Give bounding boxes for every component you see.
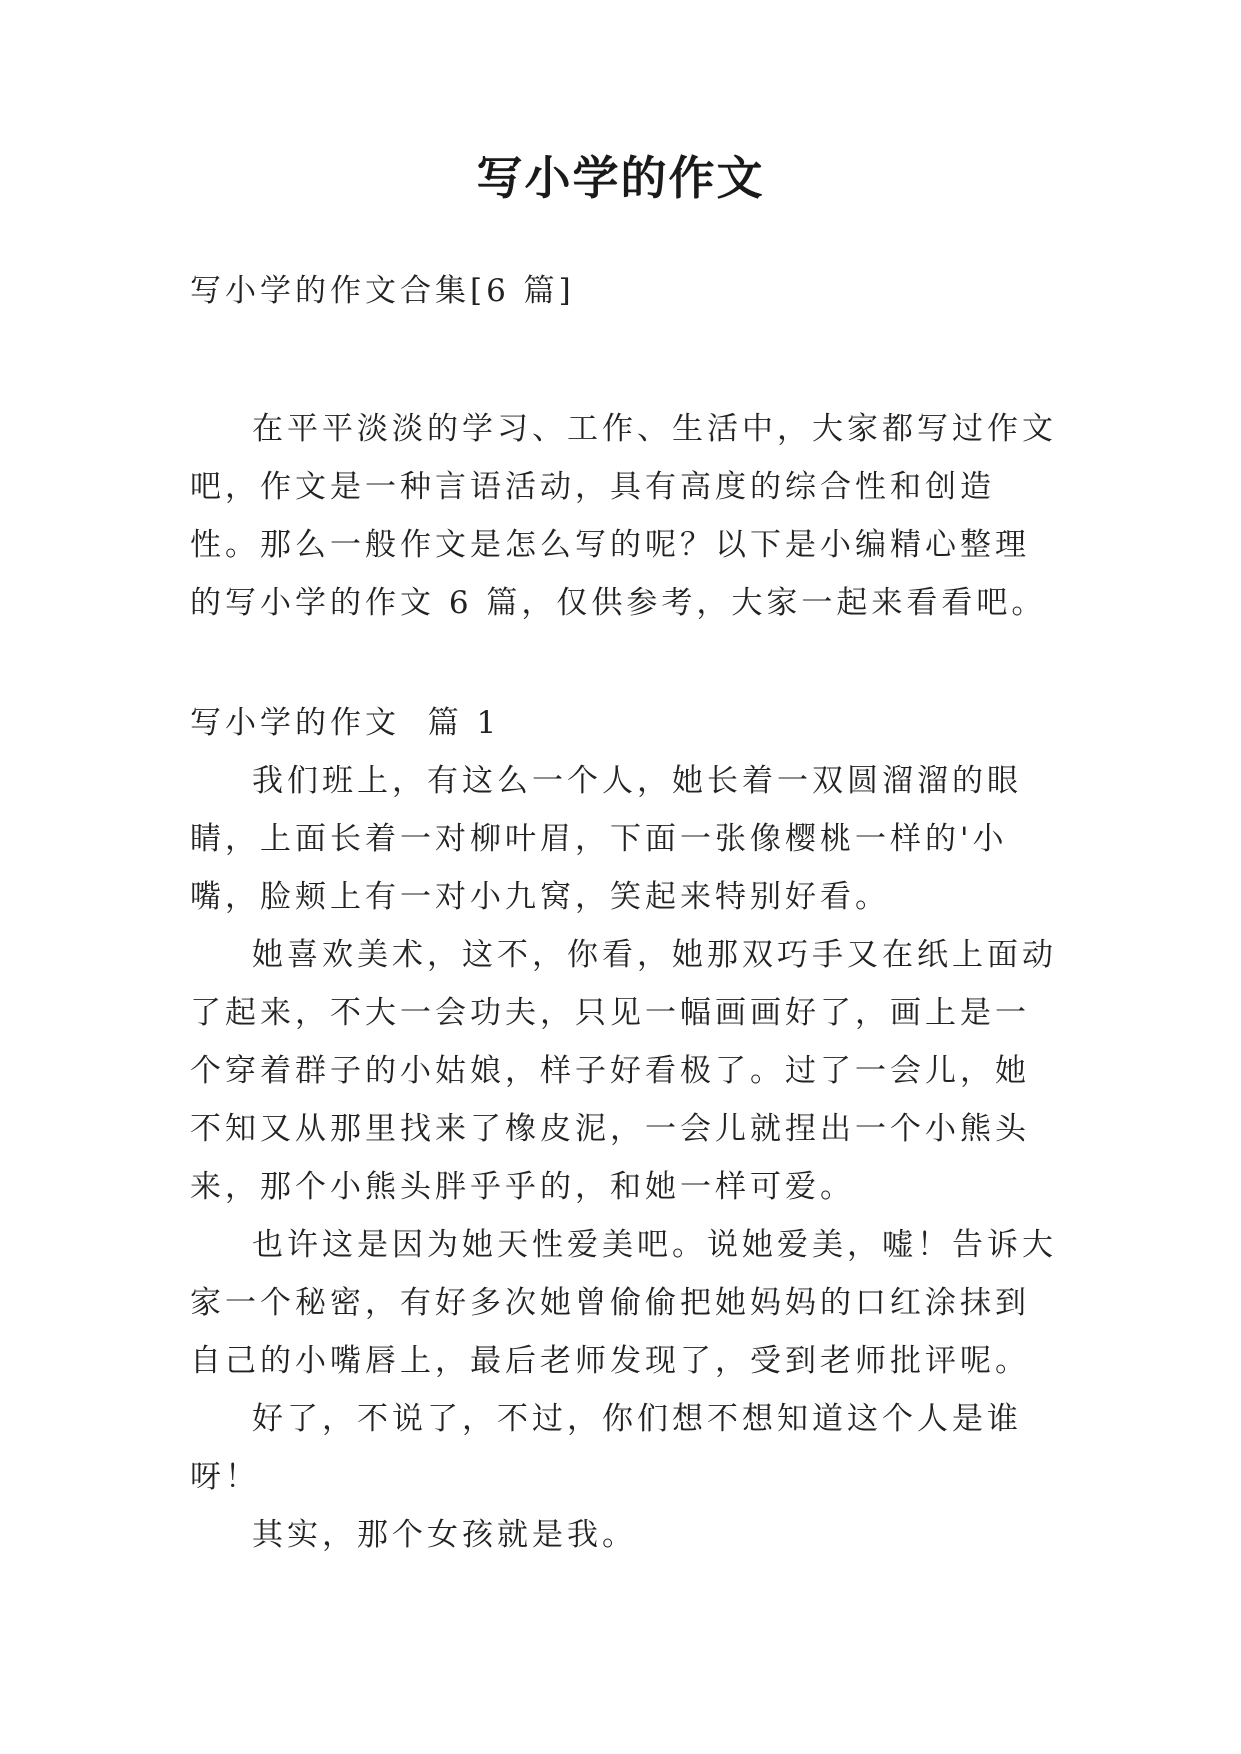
document-title: 写小学的作文 bbox=[476, 151, 765, 205]
collection-subtitle: 写小学的作文合集[6 篇] bbox=[190, 273, 575, 309]
section-body bbox=[190, 752, 1060, 1564]
body-paragraph: 她喜欢美术，这不，你看，她那双巧手又在纸上面动了起来，不大一会功夫，只见一幅画画好了，画上是一个穿着群子的小姑娘，样子好看极了。过了一会儿，她不知又从那里找来了橡皮泥，一会儿就捏出一个小熊头来，那个小熊头胖乎乎的，和她一样可爱。 bbox=[190, 937, 1057, 1205]
body-paragraph: 其实，那个女孩就是我。 bbox=[252, 1517, 637, 1553]
section-heading: 写小学的作文 篇 1 bbox=[190, 705, 501, 741]
intro-paragraph: 在平平淡淡的学习、工作、生活中，大家都写过作文吧，作文是一种言语活动，具有高度的综合性和创造性。那么一般作文是怎么写的呢？以下是小编精心整理的写小学的作文 6 篇，仅供参考，大家一起来看看吧。 bbox=[190, 411, 1057, 621]
body-paragraph: 也许这是因为她天性爱美吧。说她爱美，嘘！告诉大家一个秘密，有好多次她曾偷偷把她妈妈的口红涂抹到自己的小嘴唇上，最后老师发现了，受到老师批评呢。 bbox=[190, 1227, 1057, 1379]
body-paragraph: 我们班上，有这么一个人，她长着一双圆溜溜的眼睛，上面长着一对柳叶眉，下面一张像樱桃一样的'小嘴，脸颊上有一对小九窝，笑起来特别好看。 bbox=[190, 763, 1022, 915]
intro-section bbox=[190, 400, 1060, 632]
body-paragraph: 好了，不说了，不过，你们想不想知道这个人是谁呀！ bbox=[190, 1401, 1022, 1495]
